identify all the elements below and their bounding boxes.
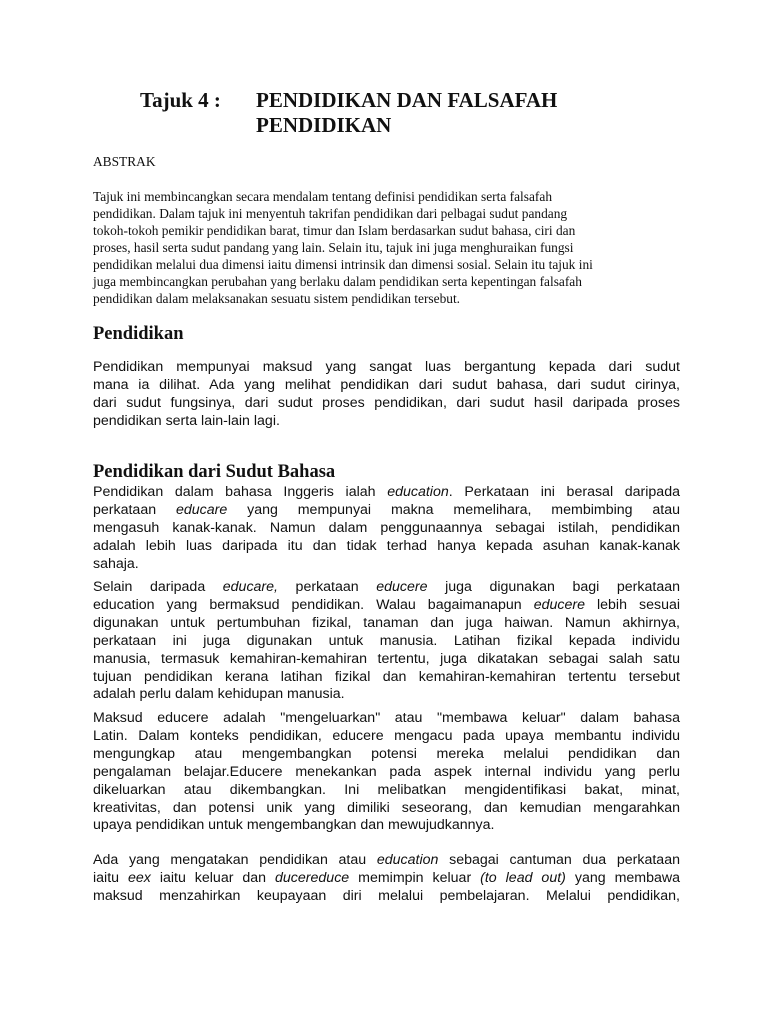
text-run: iaitu (93, 869, 128, 886)
abstract-line: pendidikan melalui dua dimensi iaitu dimensi intrinsik dan dimensi sosial. Selain itu tajuk ini (93, 257, 593, 272)
italic-term: education (387, 484, 449, 500)
body-line (93, 852, 680, 870)
abstract-line: pendidikan dalam melaksanakan sesuatu sistem pendidikan tersebut. (93, 291, 461, 306)
text-run: yang membawa (565, 869, 681, 886)
text-run: iaitu keluar dan (150, 869, 276, 886)
body-line: Latin. Dalam konteks pendidikan, educere mengacu pada upaya membantu individu (93, 727, 680, 744)
italic-term: (to lead out) (480, 869, 566, 886)
italic-term: education (376, 852, 439, 868)
section-heading-pendidikan: Pendidikan (93, 324, 184, 344)
body-line: pengalaman belajar.Educere menekankan pada aspek internal individu yang perlu (93, 763, 680, 780)
body-line: sahaja. (93, 555, 139, 572)
paragraph-4 (93, 852, 680, 906)
abstract-line: proses, hasil serta sudut pandang yang lain. Selain itu, tajuk ini juga menghuraikan fungsi (93, 240, 574, 255)
section-pendidikan-body (93, 359, 680, 431)
chapter-label: Tajuk 4 : (140, 88, 221, 112)
text-run: . Perkataan ini berasal daripada (448, 484, 680, 500)
body-line: adalah lebih luas daripada itu dan tidak terhad hanya kepada asuhan kanak-kanak (93, 537, 680, 554)
abstract-line: juga membincangkan perubahan yang berlaku dalam pendidikan serta kepentingan falsafah (93, 274, 582, 289)
title-line: PENDIDIKAN (256, 113, 392, 137)
section-heading-bahasa: Pendidikan dari Sudut Bahasa (93, 462, 336, 482)
abstract-heading: ABSTRAK (93, 154, 156, 169)
body-line (93, 484, 680, 502)
body-line: Pendidikan mempunyai maksud yang sangat luas bergantung kepada dari sudut (93, 359, 680, 375)
text-run: Ada yang mengatakan pendidikan atau (93, 852, 377, 868)
body-line: Maksud educere adalah "mengeluarkan" atau "membawa keluar" dalam bahasa (93, 710, 680, 726)
abstract-line: tokoh-tokoh pemikir pendidikan barat, timur dan Islam berdasarkan sudut bahasa, ciri dan (93, 223, 576, 238)
body-line: manusia, termasuk kemahiran-kemahiran tertentu, juga dikatakan sebagai salah satu (93, 650, 680, 667)
italic-term: educere (533, 596, 585, 613)
body-line: kreativitas, dan potensi unik yang dimiliki seseorang, dan kemudian mengarahkan (93, 799, 680, 816)
paragraph-3 (93, 710, 680, 835)
italic-term: educere (376, 579, 428, 595)
body-line: adalah perlu dalam kehidupan manusia. (93, 686, 345, 703)
body-line: pendidikan serta lain-lain lagi. (93, 412, 280, 429)
body-line: maksud menzahirkan keupayaan diri melalui pembelajaran. Melalui pendidikan, (93, 887, 680, 904)
paragraph-1 (93, 484, 680, 574)
body-line (93, 870, 680, 888)
text-run: perkataan (93, 501, 176, 518)
italic-term: educare, (222, 579, 278, 595)
body-line: upaya pendidikan untuk mengembangkan dan mewujudkannya. (93, 817, 495, 834)
body-line: tujuan pendidikan kerana latihan fizikal dan kemahiran-kemahiran tertentu tersebut (93, 668, 680, 685)
text-run: yang mempunyai makna memelihara, membimbing atau (227, 501, 680, 518)
italic-term: eex (127, 869, 151, 886)
body-line (93, 502, 680, 520)
body-line: digunakan untuk pertumbuhan fizikal, tanaman dan juga haiwan. Namun akhirnya, (93, 614, 680, 631)
italic-term: educare (175, 501, 228, 518)
body-line: perkataan ini juga digunakan untuk manusia. Latihan fizikal kepada individu (93, 632, 680, 649)
text-run: Selain daripada (93, 579, 223, 595)
body-line: mengasuh kanak-kanak. Namun dalam penggunaannya sebagai istilah, pendidikan (93, 519, 680, 536)
body-line: mengungkap atau mengembangkan potensi mereka melalui pendidikan dan (93, 745, 680, 762)
body-line (93, 597, 680, 615)
body-line: mana ia dilihat. Ada yang melihat pendidikan dari sudut bahasa, dari sudut cirinya, (93, 376, 680, 393)
text-run: education yang bermaksud pendidikan. Walau bagaimanapun (93, 596, 534, 613)
text-run: perkataan (278, 579, 377, 595)
abstract-line: Tajuk ini membincangkan secara mendalam tentang definisi pendidikan serta falsafah (93, 189, 553, 204)
text-run: sebagai cantuman dua perkataan (438, 852, 680, 868)
text-run: juga digunakan bagi perkataan (427, 579, 680, 595)
body-line: dikeluarkan atau dikembangkan. Ini melibatkan mengidentifikasi bakat, minat, (93, 781, 680, 798)
text-run: memimpin keluar (349, 869, 481, 886)
body-line: dari sudut fungsinya, dari sudut proses pendidikan, dari sudut hasil daripada proses (93, 394, 680, 411)
chapter-title-text (256, 88, 676, 138)
text-run: lebih sesuai (584, 596, 680, 613)
abstract-body (93, 188, 680, 307)
title-line: PENDIDIKAN DAN FALSAFAH (256, 88, 558, 112)
abstract-line: pendidikan. Dalam tajuk ini menyentuh takrifan pendidikan dari pelbagai sudut pandang (93, 206, 568, 221)
body-line (93, 579, 680, 597)
italic-term: ducereduce (275, 869, 350, 886)
paragraph-2 (93, 579, 680, 704)
text-run: Pendidikan dalam bahasa Inggeris ialah (93, 484, 388, 500)
